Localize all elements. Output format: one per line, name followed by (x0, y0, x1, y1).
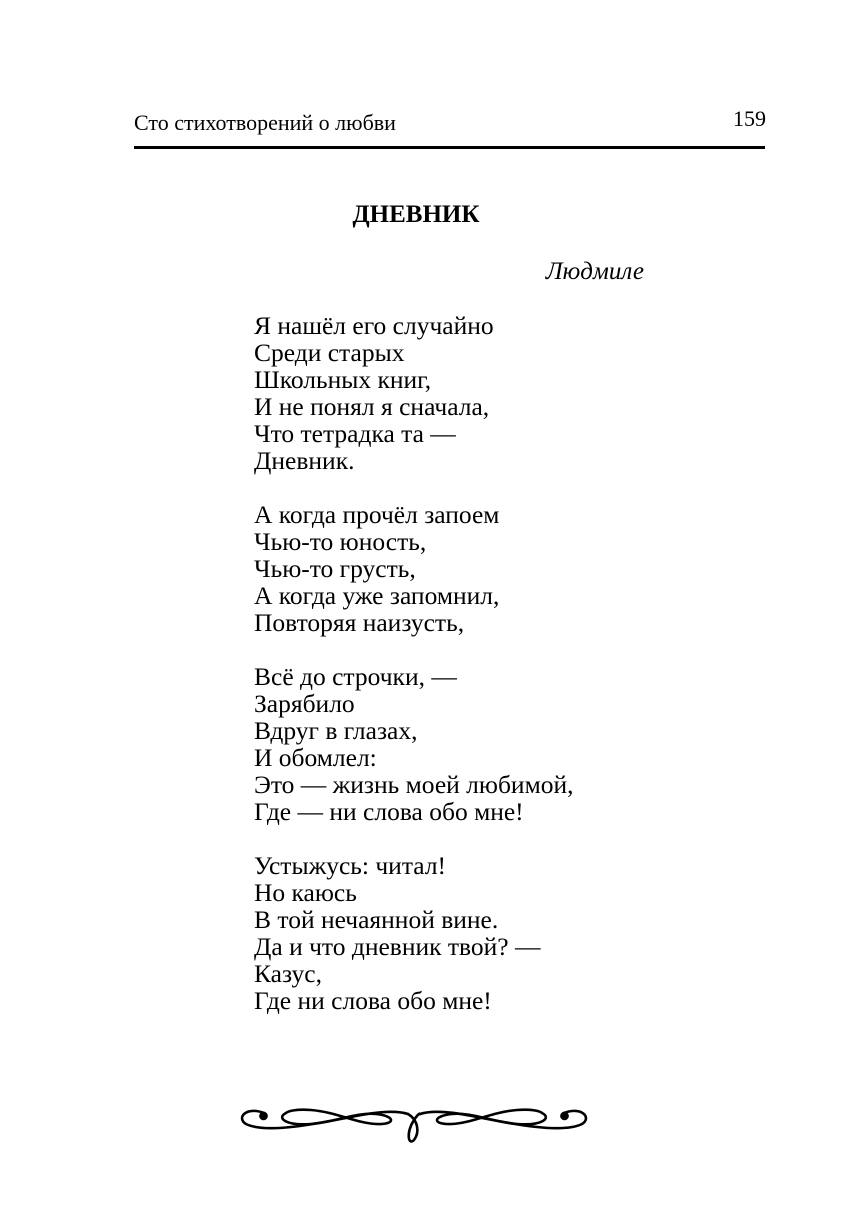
stanza (254, 852, 573, 1014)
poem-line: Я нашёл его случайно (254, 311, 494, 340)
header-rule (134, 146, 765, 149)
poem-line: Дневник. (254, 446, 355, 475)
poem-body (254, 312, 573, 1041)
poem-line: Да и что дневник твой? — (254, 932, 541, 961)
poem-dedication: Людмиле (545, 258, 644, 285)
page-number: 159 (733, 106, 766, 131)
poem-line: Среди старых (254, 338, 405, 367)
poem-line: Казус, (254, 959, 322, 988)
poem-line: В той нечаянной вине. (254, 905, 499, 934)
poem-line: Где ни слова обо мне! (254, 986, 492, 1015)
poem-line: Всё до строчки, — (254, 662, 457, 691)
poem-line: И обомлел: (254, 743, 377, 772)
flourish-divider-icon (236, 1098, 592, 1148)
poem-line: Устыжусь: читал! (254, 851, 447, 880)
poem-line: Чью-то юность, (254, 527, 427, 556)
stanza (254, 501, 573, 636)
stanza (254, 663, 573, 825)
running-header-title: Сто стихотворений о любви (134, 110, 396, 135)
poem-line: А когда прочёл запоем (254, 500, 500, 529)
stanza (254, 312, 573, 474)
poem-title: ДНЕВНИК (352, 201, 480, 228)
poem-line: Повторяя наизусть, (254, 608, 465, 637)
poem-line: Школьных книг, (254, 365, 432, 394)
poem-line: Что тетрадка та — (254, 419, 456, 448)
poem-line: Но каюсь (254, 878, 357, 907)
poem-line: Это — жизнь моей любимой, (254, 770, 574, 799)
poem-line: Где — ни слова обо мне! (254, 797, 524, 826)
poem-line: Зарябило (254, 689, 355, 718)
poem-line: А когда уже запомнил, (254, 581, 500, 610)
poem-line: Чью-то грусть, (254, 554, 416, 583)
poem-line: И не понял я сначала, (254, 392, 490, 421)
poem-line: Вдруг в глазах, (254, 716, 418, 745)
